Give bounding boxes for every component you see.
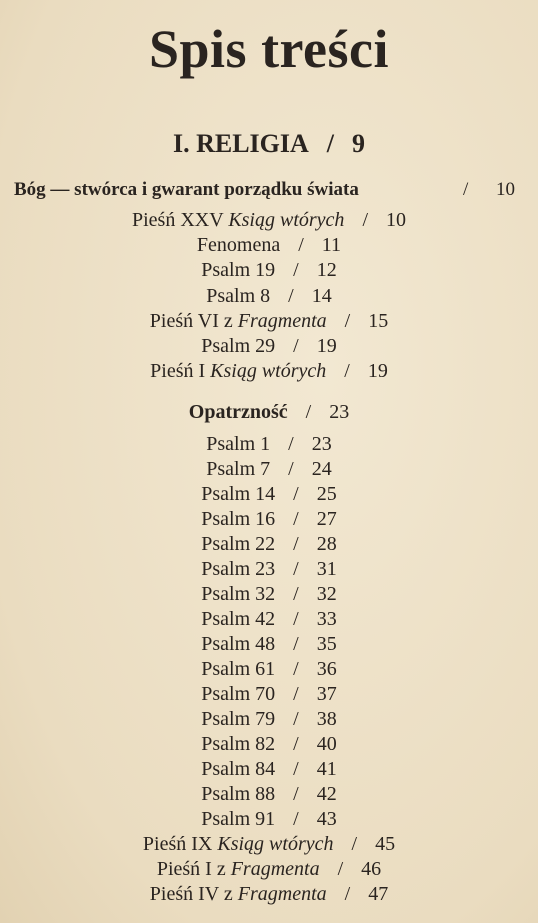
toc-entry	[0, 807, 538, 832]
toc-entry	[0, 532, 538, 557]
entry-page: 11	[321, 234, 342, 257]
entry-title: Psalm 84	[201, 758, 276, 780]
entry-page: 46	[361, 858, 382, 880]
entry-title: Psalm 48	[201, 633, 276, 655]
section-page: 10	[496, 179, 515, 200]
entry-title: Psalm 14	[201, 483, 276, 505]
entry-separator: /	[293, 533, 299, 555]
entry-separator: /	[293, 758, 299, 780]
entry-page: 19	[316, 335, 337, 357]
toc-entry	[0, 557, 538, 582]
entry-italic-title: Ksiąg wtórych	[228, 209, 345, 231]
entry-title: Psalm 79	[201, 708, 276, 730]
entry-title: Pieśń VI z	[149, 309, 238, 332]
entry-page: 43	[316, 808, 337, 830]
toc-entry	[0, 682, 538, 707]
entry-page: 31	[316, 558, 337, 580]
entry-title: Psalm 29	[201, 335, 276, 357]
toc-entry	[0, 507, 538, 532]
entry-title: Psalm 19	[201, 259, 276, 282]
entry-title: Psalm 22	[201, 533, 276, 555]
toc-entry	[0, 857, 538, 882]
entry-italic-title: Ksiąg wtórych	[217, 833, 334, 855]
entry-separator: /	[293, 608, 299, 630]
toc-entry	[0, 482, 538, 507]
entry-title: Psalm 42	[201, 608, 276, 630]
entry-page: 12	[316, 259, 337, 282]
toc-entry	[0, 359, 538, 384]
toc-entry	[0, 457, 538, 482]
entry-separator: /	[293, 658, 299, 680]
entry-page: 33	[316, 608, 337, 630]
section-title: Bóg — stwórca i gwarant porządku świata	[14, 179, 359, 200]
entry-title: Psalm 23	[201, 558, 276, 580]
section-heading-opatrznosc	[0, 400, 538, 425]
entry-separator: /	[293, 808, 299, 830]
entry-separator: /	[293, 508, 299, 530]
entry-separator: /	[293, 708, 299, 730]
entry-title: Fenomena	[196, 234, 281, 257]
entry-separator: /	[293, 683, 299, 705]
entry-title: Pieśń IX	[142, 833, 218, 855]
entry-separator: /	[298, 234, 304, 257]
entry-italic-title: Fragmenta	[237, 883, 327, 905]
entry-page: 40	[316, 733, 337, 755]
entry-separator: /	[351, 833, 358, 855]
entry-title: Pieśń IV z	[149, 883, 238, 905]
toc-entry	[0, 732, 538, 757]
entry-separator: /	[293, 335, 299, 357]
entry-title: Pieśń I	[150, 360, 211, 383]
toc-entry	[0, 632, 538, 657]
entry-page: 37	[316, 683, 337, 705]
toc-entry	[0, 233, 538, 258]
entry-page: 35	[316, 633, 337, 655]
toc-entry	[0, 258, 538, 283]
toc-entry	[0, 334, 538, 359]
page-title: Spis treści	[148, 19, 389, 79]
entry-title: Psalm 16	[201, 508, 276, 530]
toc-entry	[0, 882, 538, 907]
entry-page: 14	[311, 284, 332, 307]
section-title: Opatrzność	[188, 401, 288, 423]
entry-page: 28	[316, 533, 337, 555]
entry-page: 25	[316, 483, 337, 505]
entry-title: Psalm 7	[206, 458, 271, 480]
entry-separator: /	[344, 309, 351, 332]
entry-page: 23	[311, 433, 332, 455]
entry-page: 32	[316, 583, 337, 605]
toc-entry	[0, 309, 538, 334]
entry-page: 19	[367, 360, 388, 383]
toc-entry	[0, 782, 538, 807]
entry-title: Psalm 91	[201, 808, 276, 830]
entry-title: Psalm 70	[201, 683, 276, 705]
entry-page: 15	[368, 309, 389, 332]
entry-title: Psalm 82	[201, 733, 276, 755]
entry-separator: /	[288, 284, 294, 307]
entry-title: Psalm 1	[206, 433, 271, 455]
toc-entry	[0, 832, 538, 857]
entry-page: 47	[368, 883, 389, 905]
toc-entry	[0, 432, 538, 457]
part-heading	[0, 126, 538, 162]
toc-entry	[0, 757, 538, 782]
entry-page: 45	[375, 833, 396, 855]
entry-italic-title: Fragmenta	[237, 309, 327, 332]
toc-entry	[0, 657, 538, 682]
entry-page: 38	[316, 708, 337, 730]
entry-separator: /	[288, 433, 294, 455]
entry-title: Psalm 61	[201, 658, 276, 680]
entry-separator: /	[344, 883, 351, 905]
section-separator: /	[305, 401, 312, 423]
entry-separator: /	[293, 783, 299, 805]
entry-separator: /	[293, 259, 299, 282]
toc-entry	[0, 284, 538, 309]
entry-separator: /	[293, 483, 299, 505]
entry-title: Pieśń I z	[156, 858, 231, 880]
entry-separator: /	[293, 733, 299, 755]
entry-separator: /	[293, 583, 299, 605]
entry-title: Psalm 8	[206, 284, 271, 307]
toc-entry	[0, 582, 538, 607]
entry-separator: /	[288, 458, 294, 480]
part-label: I. RELIGIA	[172, 129, 309, 158]
section-separator: /	[463, 179, 469, 200]
entry-italic-title: Ksiąg wtórych	[210, 360, 327, 383]
toc-entry	[0, 208, 538, 233]
entry-separator: /	[293, 633, 299, 655]
part-page: 9	[352, 129, 366, 158]
entry-page: 36	[316, 658, 337, 680]
entry-page: 27	[316, 508, 337, 530]
toc-entry	[0, 707, 538, 732]
section-page: 23	[329, 401, 350, 423]
entry-page: 10	[386, 209, 406, 231]
entry-separator: /	[344, 360, 350, 383]
entry-page: 41	[316, 758, 337, 780]
entry-title: Psalm 88	[201, 783, 276, 805]
entry-page: 42	[316, 783, 337, 805]
part-separator: /	[326, 129, 335, 158]
entry-separator: /	[337, 858, 344, 880]
entry-page: 24	[311, 458, 332, 480]
entry-title: Psalm 32	[201, 583, 276, 605]
entry-title: Pieśń XXV	[132, 209, 229, 231]
toc-entry	[0, 607, 538, 632]
entry-separator: /	[362, 209, 368, 231]
entry-italic-title: Fragmenta	[230, 858, 320, 880]
entry-separator: /	[293, 558, 299, 580]
